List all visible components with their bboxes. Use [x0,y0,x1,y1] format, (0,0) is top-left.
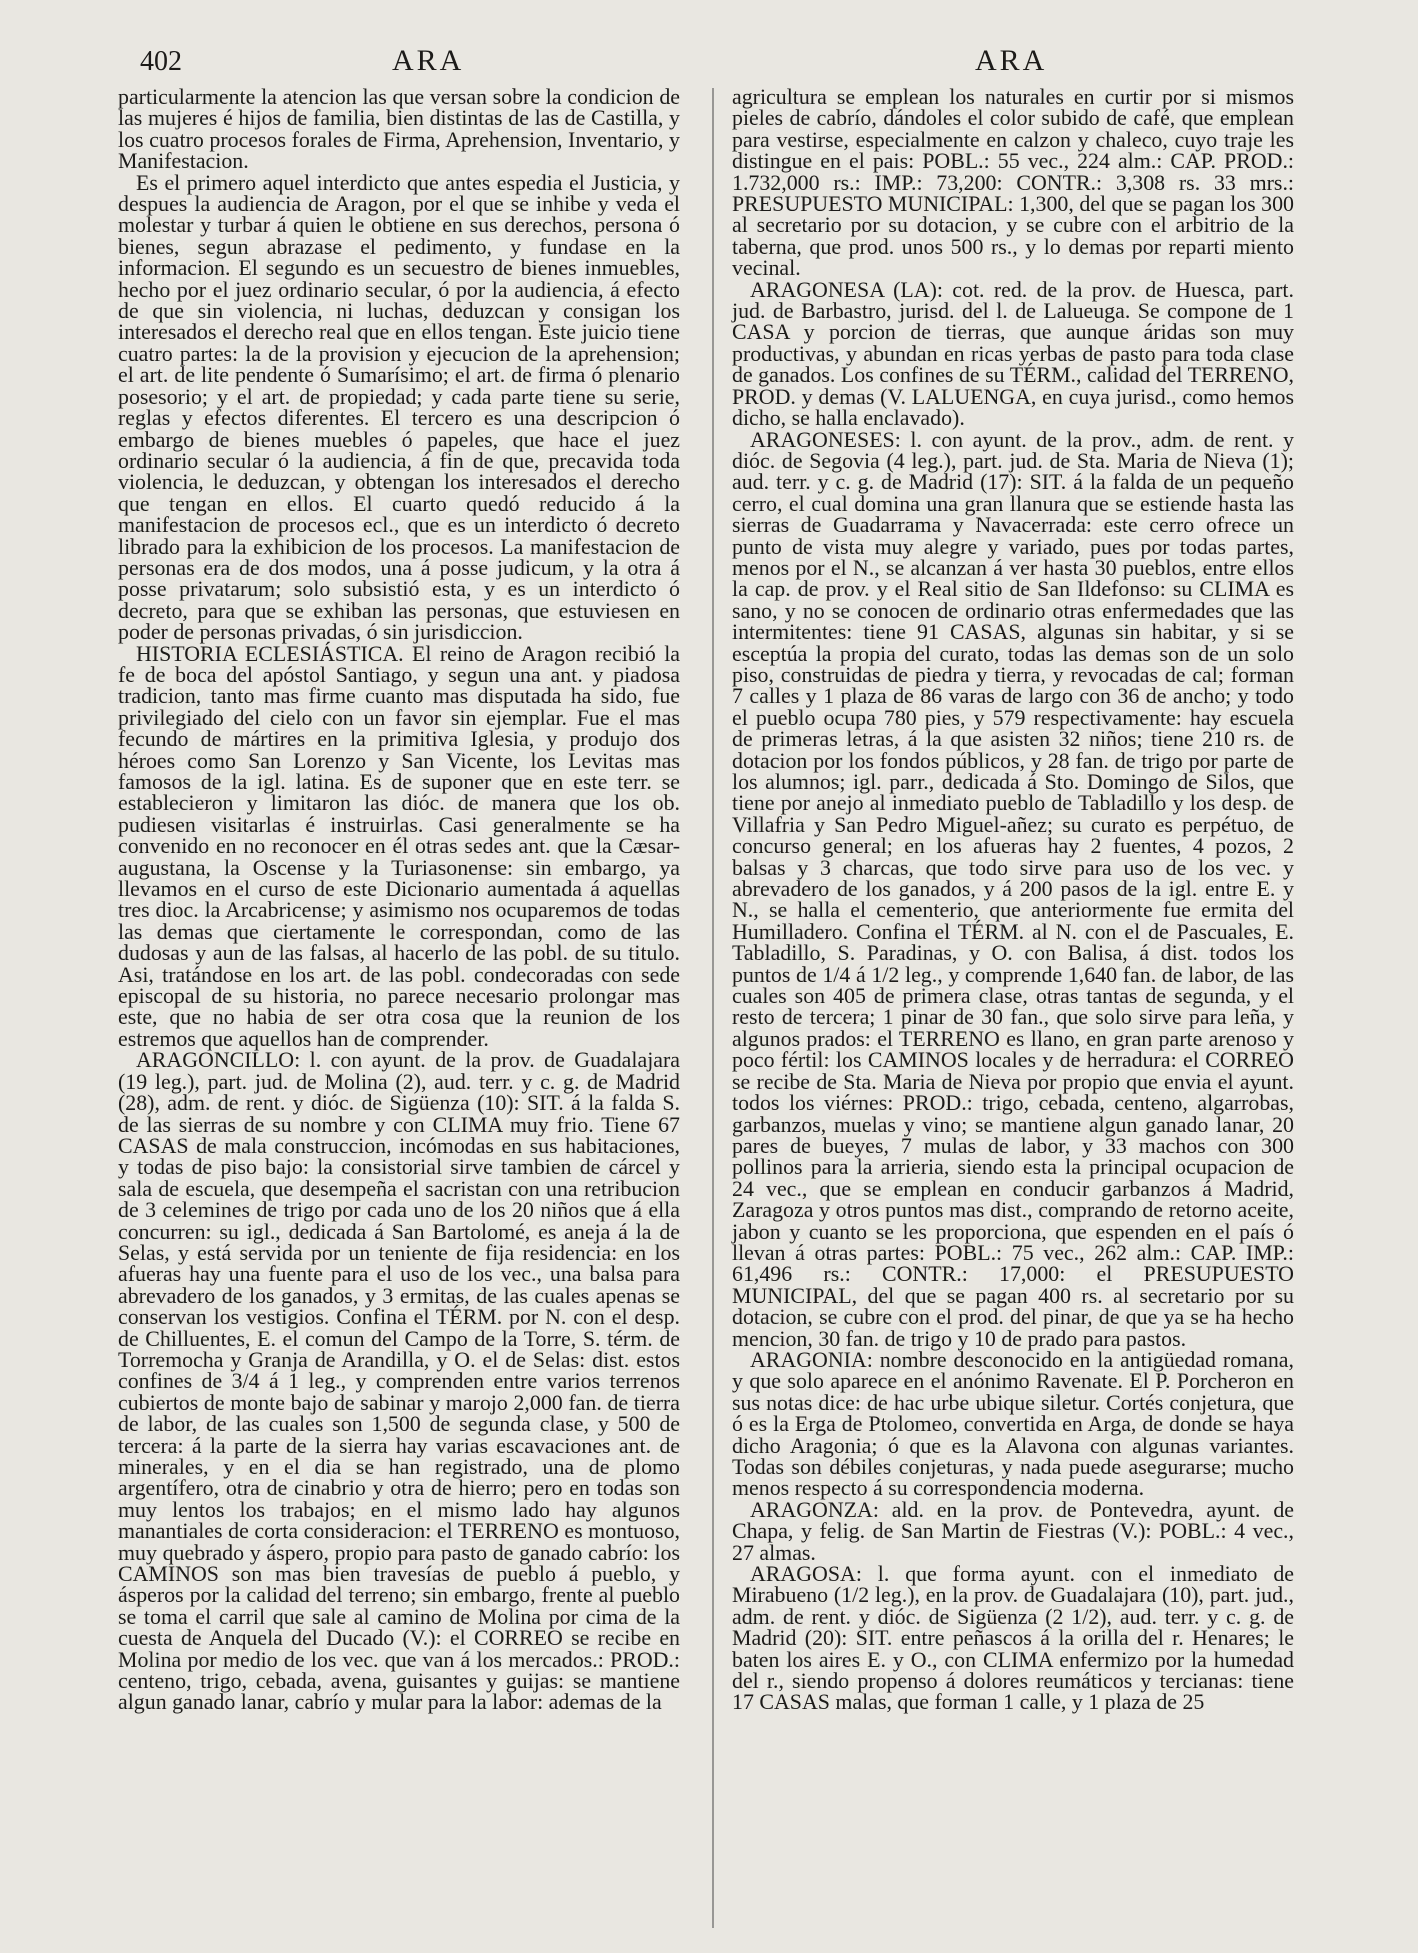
entry-aragonza: ARAGONZA: ald. en la prov. de Pontevedra, ayunt. de Chapa, y felig. de San Martin de Fiestras (V.): POBL.: 4 vec., 27 almas. [732,1496,1294,1565]
entry-aragosa: ARAGOSA: l. que forma ayunt. con el inmediato de Mirabueno (1/2 leg.), en la prov. de Guadalajara (10), part. jud., adm. de rent. y dióc. de Sigüenza (2 1/2), aud. terr. y c. g. de Madrid (20): SIT. entre peñascos á la orilla del r. Henares; le baten los aires E. y O., con CLIMA enfermizo por la humedad del r., siendo propenso á dolores reumáticos y tercianas: tiene 17 CASAS malas, que forman 1 calle, y 1 plaza de 25 [732,1561,1294,1715]
running-head-right: ARA [975,44,1048,77]
left-column [118,86,680,1713]
paragraph-historia-eclesiastica: HISTORIA ECLESIÁSTICA. El reino de Aragon recibió la fe de boca del apóstol Santiago, y segun una ant. y piadosa tradicion, tanto mas firme cuanto mas disputada ha sido, fue privilegiado del cielo con un favor sin ejemplar. Fue el mas fecundo de mártires en la primitiva Iglesia, y produjo dos héroes como San Lorenzo y San Vicente, los Levitas mas famosos de la igl. latina. Es de suponer que en este terr. se establecieron y limitaron las dióc. de manera que los ob. pudiesen visitarlas é instruirlas. Casi generalmente se ha convenido en no reconocer en él otras sedes ant. que la Cæsar-augustana, la Oscense y la Turiasonense: sin embargo, ya llevamos en el curso de este Dicionario aumentada á aquellas tres dioc. la Arcabricense; y asimismo nos ocuparemos de todas las demas que ciertamente le correspondan, como de las dudosas y aun de las falsas, al hacerlo de las pobl. de su titulo. Asi, tratándose en los art. de las pobl. condecoradas con sede episcopal de su historia, no parece necesario prolongar mas este, que no habia de ser otra cosa que la reunion de los estremos que aquellos han de comprender. [118,640,680,1051]
page-number: 402 [140,46,182,77]
entry-aragoneses: ARAGONESES: l. con ayunt. de la prov., adm. de rent. y dióc. de Segovia (4 leg.), part. jud. de Sta. Maria de Nieva (1); aud. terr. y c. g. de Madrid (17): SIT. á la falda de un pequeño cerro, el cual domina una gran llanura que se estiende hasta las sierras de Guadarrama y Navacerrada: este cerro ofrece un punto de vista muy alegre y variado, pues por todas partes, menos por el N., se alcanzan á ver hasta 30 pueblos, entre ellos la cap. de prov. y el Real sitio de San Ildefonso: su CLIMA es sano, y no se conocen de ordinario otras enfermedades que las intermitentes: tiene 91 CASAS, algunas sin habitar, y si se esceptúa la propia del curato, todas las demas son de un solo piso, construidas de piedra y tierra, y revocadas de cal; forman 7 calles y 1 plaza de 86 varas de largo con 36 de ancho; y todo el pueblo ocupa 780 pies, y 579 respectivamente: hay escuela de primeras letras, á la que asisten 32 niños; tiene 210 rs. de dotacion por los fondos públicos, y 28 fan. de trigo por parte de los alumnos; igl. parr., dedicada á Sto. Domingo de Silos, que tiene por anejo al inmediato pueblo de Tabladillo y los desp. de Villafria y San Pedro Miguel-añez; su curato es perpétuo, de concurso general; en los afueras hay 2 fuentes, 4 pozos, 2 balsas y 3 charcas, que todo sirve para uso de los vec. y abrevadero de los ganados, y á 200 pasos de la igl. entre E. y N., se halla el cementerio, que anteriormente fue ermita del Humilladero. Confina el TÉRM. al N. con el de Pascuales, E. Tabladillo, S. Paradinas, y O. con Balisa, á dist. todos los puntos de 1/4 á 1/2 leg., y comprende 1,640 fan. de labor, de las cuales son 405 de primera clase, otras tantas de segunda, y el resto de tercera; 1 pinar de 30 fan., que solo sirve para leña, y algunos prados: el TERRENO es llano, en gran parte arenoso y poco fértil: los CAMINOS locales y de herradura: el CORREO se recibe de Sta. Maria de Nieva por propio que envia el ayunt. todos los viérnes: PROD.: trigo, cebada, centeno, algarrobas, garbanzos, muelas y vino; se mantiene algun ganado lanar, 20 pares de bueyes, 7 mulas de labor, y 33 machos con 300 pollinos para la arrieria, siendo esta la principal ocupacion de 24 vec., que se emplean en conducir garbanzos á Madrid, Zaragoza y otros puntos mas dist., comprando de retorno aceite, jabon y cuanto se les proporciona, que espenden en el país ó llevan á otras partes: POBL.: 75 vec., 262 alm.: CAP. IMP.: 61,496 rs.: CONTR.: 17,000: el PRESUPUESTO MUNICIPAL, del que se pagan 400 rs. al secretario por su dotacion, se cubre con el prod. del pinar, de que ya se ha hecho mencion, 30 fan. de trigo y 10 de prado para pastos. [732,426,1294,1351]
entry-aragonia: ARAGONIA: nombre desconocido en la antigüedad romana, y que solo aparece en el anónimo Ravenate. El P. Porcheron en sus notas dice: de hac urbe ubique siletur. Cortés conjetura, que ó es la Erga de Ptolomeo, convertida en Arga, de donde se haya dicho Aragonia; ó que es la Alavona con algunas variantes. Todas son débiles conjeturas, y nada puede asegurarse; mucho menos respecto á su correspondencia moderna. [732,1346,1294,1501]
column-divider [712,88,714,1928]
paragraph-procesos-forales: Es el primero aquel interdicto que antes espedia el Justicia, y despues la audiencia de Aragon, por el que se inhibe y veda el molestar y turbar á quien le obtiene en sus derechos, persona ó bienes, segun abrazase el pedimento, y fundase en la informacion. El segundo es un secuestro de bienes inmuebles, hecho por el juez ordinario secular, ó por la audiencia, á efecto de que sin violencia, ni luchas, deduzcan y consigan los interesados el derecho real que en ellos tengan. Este juicio tiene cuatro partes: la de la provision y ejecucion de la aprehension; el art. de lite pendente ó Sumarísimo; el art. de firma ó plenario posesorio; y el art. de propiedad; y cada parte tiene su serie, reglas y efectos diferentes. El tercero es una descripcion ó embargo de bienes muebles ó papeles, que hace el juez ordinario secular ó la audiencia, á fin de que, precavida toda violencia, le deduzcan, y obtengan los interesados el derecho que tengan en ellos. El cuarto quedó reducido á la manifestacion de procesos ecl., que es un interdicto ó decreto librado para la exhibicion de los procesos. La manifestacion de personas era de dos modos, una á posse judicum, y la otra á posse privatarum; solo subsistió esta, y es un interdicto ó decreto, para que se exhiban las personas, que estuviesen en poder de personas privadas, ó sin jurisdiccion. [118,169,680,645]
right-column [732,86,1294,1713]
page-header [0,38,1418,78]
entry-aragonesa: ARAGONESA (LA): cot. red. de la prov. de Huesca, part. jud. de Barbastro, jurisd. del l. de Lalueuga. Se compone de 1 CASA y porcion de tierras, que aunque áridas son muy productivas, y abundan en ricas yerbas de pasto para toda clase de ganados. Los confines de su TÉRM., calidad del TERRENO, PROD. y demas (V. LALUENGA, en cuya jurisd., como hemos dicho, se halla enclavado). [732,276,1294,431]
entry-aragoncillo-continued: agricultura se emplean los naturales en curtir por si mismos pieles de cabrío, dándoles el color subido de café, que emplean para vestirse, especialmente en calzon y chaleco, cuyo traje les distingue en el pais: POBL.: 55 vec., 224 alm.: CAP. PROD.: 1.732,000 rs.: IMP.: 73,200: CONTR.: 3,308 rs. 33 mrs.: PRESUPUESTO MUNICIPAL: 1,300, del que se pagan los 300 al secretario por su dotacion, y se cubre con el arbitrio de la taberna, que prod. unos 500 rs., y lo demas por reparti miento vecinal. [732,84,1294,281]
entry-aragoncillo: ARAGONCILLO: l. con ayunt. de la prov. de Guadalajara (19 leg.), part. jud. de Molina (2), aud. terr. y c. g. de Madrid (28), adm. de rent. y dióc. de Sigüenza (10): SIT. á la falda S. de las sierras de su nombre y con CLIMA muy frio. Tiene 67 CASAS de mala construccion, incómodas en sus habitaciones, y todas de piso bajo: la consistorial sirve tambien de cárcel y sala de escuela, que desempeña el sacristan con una retribucion de 3 celemines de trigo por cada uno de los 20 niños que á ella concurren: su igl., dedicada á San Bartolomé, es aneja á la de Selas, y está servida por un teniente de fija residencia: en los afueras hay una fuente para el uso de los vec., una balsa para abrevadero de los ganados, y 3 ermitas, de las cuales apenas se conservan los vestigios. Confina el TÉRM. por N. con el desp. de Chilluentes, E. el comun del Campo de la Torre, S. térm. de Torremocha y Granja de Arandilla, y O. el de Selas: dist. estos confines de 3/4 á 1 leg., y comprenden entre varios terrenos cubiertos de monte bajo de sabinar y marojo 2,000 fan. de tierra de labor, de las cuales son 1,500 de segunda clase, y 500 de tercera: á la parte de la sierra hay varias escavaciones ant. de minerales, y en el dia se han registrado, una de plomo argentífero, otra de cinabrio y otra de hierro; pero en todas son muy lentos los trabajos; en el mismo lado hay algunos manantiales de corta consideracion: el TERRENO es montuoso, muy quebrado y áspero, propio para pasto de ganado cabrío: los CAMINOS son mas bien travesías de pueblo á pueblo, y ásperos por la calidad del terreno; sin embargo, frente al pueblo se toma el carril que sale al camino de Molina por cima de la cuesta de Anquela del Ducado (V.): el CORREO se recibe en Molina por medio de los vec. que van á los mercados.: PROD.: centeno, trigo, cebada, avena, guisantes y guijas: se mantiene algun ganado lanar, cabrío y mular para la labor: ademas de la [118,1047,680,1715]
running-head-left: ARA [392,44,465,77]
paragraph-forales-continued: particularmente la atencion las que versan sobre la condicion de las mujeres é hijos de familia, bien distintas de las de Castilla, y los cuatro procesos forales de Firma, Aprehension, Inventario, y Manifestacion. [118,84,680,174]
